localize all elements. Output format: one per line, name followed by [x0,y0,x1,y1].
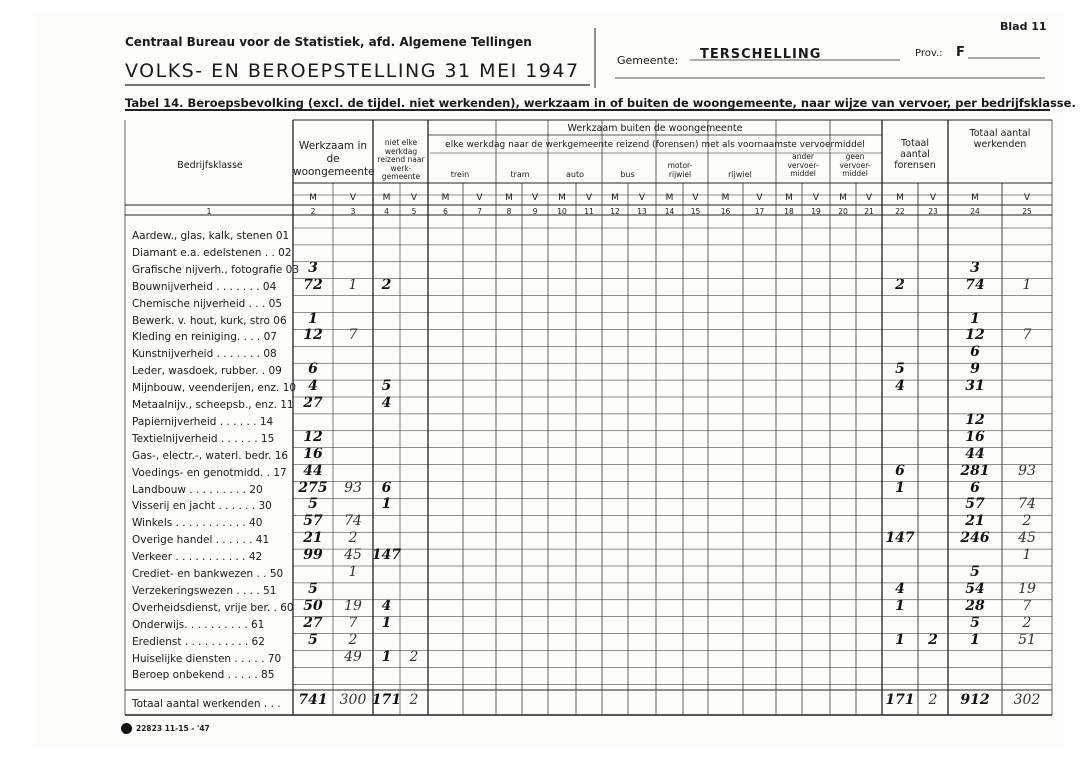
handwritten-value: 57 [303,513,323,530]
handwritten-value: 5 [308,631,318,648]
column-number: 1 [206,207,212,216]
handwritten-value: 2 [348,530,358,547]
mv-label: V [476,193,483,203]
handwritten-value: 7 [1022,597,1032,614]
handwritten-value: 21 [965,513,985,530]
form-title: VOLKS- EN BEROEPSTELLING 31 MEI 1947 [125,60,580,82]
mv-label: M [441,193,450,203]
handwritten-value: 12 [303,428,323,445]
handwritten-value: 99 [303,547,323,564]
mv-label: M [721,193,730,203]
header-tram: tram [510,170,530,179]
handwritten-value: 246 [960,530,990,547]
row-label: Winkels . . . . . . . . . . . 40 [132,517,263,530]
row-label: Gas-, electr.-, waterl. bedr. 16 [132,449,289,462]
handwritten-value: 4 [895,378,905,395]
handwritten-value: 74 [965,276,985,293]
handwritten-value: 45 [344,547,362,564]
column-number: 23 [928,207,938,216]
column-number: 8 [506,207,512,216]
header-trein: trein [450,170,470,179]
gemeente-label: Gemeente: [617,54,679,67]
handwritten-value: 1 [381,648,392,665]
column-number: 3 [350,207,356,216]
handwritten-value: 7 [348,327,358,344]
handwritten-value: 1 [895,631,905,648]
row-label: Overheidsdienst, vrije ber. . 60 [132,601,294,614]
handwritten-value: 16 [965,428,985,445]
header-bedrijfsklasse: Bedrijfsklasse [177,160,243,171]
column-number: 9 [532,207,538,216]
handwritten-value: 1 [970,310,980,327]
mv-label: V [812,193,820,203]
row-label: Eredienst . . . . . . . . . . 62 [132,635,265,648]
handwritten-value: 1 [381,614,392,631]
header-elke-werkdag: elke werkdag naar de werkgemeente reizend (forensen) met als voornaamste vervoermiddel [445,140,865,150]
mv-label: V [756,193,763,203]
print-code: 22823 11-15 - '47 [136,724,210,733]
mv-label: M [505,193,513,203]
mv-label: M [665,193,674,203]
column-number: 13 [637,207,647,216]
handwritten-value: 147 [371,547,402,564]
mv-label: M [785,193,793,203]
handwritten-value: 4 [308,378,318,395]
provincie-value: F [956,45,965,60]
column-number: 24 [970,207,980,216]
handwritten-value: 12 [965,327,985,344]
row-label: Huiselijke diensten . . . . . 70 [132,652,282,665]
row-label: Verzekeringswezen . . . . 51 [132,584,277,597]
column-number: 22 [895,207,905,216]
mv-label: M [382,193,391,203]
handwritten-value: 1 [308,310,318,327]
sheet-number: Blad 11 [1000,20,1047,33]
handwritten-value: 12 [965,411,985,428]
totals-row-label: Totaal aantal werkenden . . . [132,698,281,710]
handwritten-value: 2 [1022,614,1032,631]
handwritten-value: 16 [303,445,323,462]
handwritten-value: 50 [303,597,323,614]
handwritten-value: 6 [381,479,392,496]
mv-label: M [971,193,979,203]
handwritten-value: 171 [885,692,915,708]
header-werkzaam-in: Werkzaam in de woongemeente [293,140,375,178]
handwritten-value: 5 [381,378,392,395]
handwritten-value: 1 [895,479,905,496]
handwritten-value: 1 [348,564,358,580]
handwritten-value: 2 [928,631,938,648]
handwritten-value: 3 [970,259,980,276]
handwritten-value: 57 [965,496,985,513]
handwritten-value: 281 [960,462,990,479]
handwritten-value: 3 [308,259,318,276]
handwritten-value: 54 [965,580,985,597]
mv-label: M [558,193,566,203]
column-number: 7 [477,207,482,216]
column-number: 21 [864,207,874,216]
handwritten-value: 2 [895,276,905,293]
handwritten-value: 1 [1022,276,1032,293]
row-label: Crediet- en bankwezen . . 50 [132,568,284,580]
mv-label: V [349,193,357,203]
handwritten-value: 45 [1018,530,1036,547]
row-label: Aardew., glas, kalk, stenen 01 [132,230,290,242]
row-label: Grafische nijverh., fotografie 03 [132,263,300,276]
column-number: 15 [690,207,701,216]
handwritten-value: 44 [965,445,985,462]
header-motorrijwiel: motor-rijwiel [667,161,693,179]
handwritten-value: 302 [1013,692,1041,708]
row-label: Beroep onbekend . . . . . 85 [132,669,275,682]
row-label: Papiernijverheid . . . . . . 14 [132,415,274,428]
row-label: Textielnijverheid . . . . . . 15 [132,432,275,445]
column-number: 20 [838,207,848,216]
handwritten-value: 7 [1022,327,1032,344]
handwritten-value: 44 [303,462,323,479]
column-number: 10 [557,207,567,216]
handwritten-value: 27 [303,614,323,631]
row-label: Kunstnijverheid . . . . . . . 08 [132,348,277,361]
row-label: Kleding en reiniging. . . . 07 [132,331,277,344]
column-number: 4 [384,207,389,216]
handwritten-value: 5 [895,361,905,378]
handwritten-value: 171 [371,692,402,708]
provincie-label: Prov.: [915,48,943,59]
column-number: 16 [720,207,731,216]
header-auto: auto [565,170,584,179]
handwritten-value: 6 [970,344,980,361]
handwritten-value: 6 [895,462,905,479]
header-niet-elke-werkdag: niet elke werkdag reizend naar werk-gemeente [377,138,425,181]
handwritten-value: 5 [308,580,318,597]
row-label: Chemische nijverheid . . . 05 [132,297,283,310]
column-number: 11 [584,207,594,216]
handwritten-value: 2 [348,631,358,648]
row-label: Metaalnijv., scheepsb., enz. 11 [132,399,294,411]
column-number: 19 [811,207,821,216]
header-rijwiel: rijwiel [728,170,752,179]
handwritten-value: 1 [381,496,392,513]
handwritten-value: 93 [344,479,362,496]
handwritten-value: 275 [298,479,328,496]
handwritten-value: 12 [303,327,323,344]
handwritten-value: 2 [409,692,419,708]
mv-label: V [531,193,539,203]
handwritten-value: 9 [970,361,980,378]
header-ander-vervoermiddel: ander vervoer-middel [787,152,819,178]
handwritten-value: 27 [303,395,323,411]
header-totaal-werkenden: Totaal aantal werkenden [969,128,1031,150]
row-label: Bouwnijverheid . . . . . . . 04 [132,280,277,293]
mv-label: V [929,193,937,203]
handwritten-value: 21 [303,530,323,547]
handwritten-value: 51 [1018,631,1036,648]
row-label: Visserij en jacht . . . . . . 30 [132,500,272,513]
row-label: Voedings- en genotmidd. . 17 [132,466,287,479]
mv-label: M [896,193,904,203]
handwritten-value: 147 [885,530,915,547]
handwritten-value: 300 [339,692,367,708]
handwritten-value: 28 [965,597,985,614]
table-title: Tabel 14. Beroepsbevolking (excl. de tijdel. niet werkenden), werkzaam in of buiten de woongemeente, naar wijze van vervoer, per bedrijfsklasse. [125,96,1076,110]
handwritten-value: 741 [298,692,328,708]
gemeente-value: TERSCHELLING [700,47,822,62]
row-label: Verkeer . . . . . . . . . . . 42 [132,551,263,564]
column-number: 6 [443,207,448,216]
mv-label: V [585,193,593,203]
handwritten-value: 74 [1018,496,1036,513]
handwritten-value: 4 [381,395,392,411]
handwritten-value: 1 [970,631,980,648]
header-bus: bus [620,170,635,179]
row-label: Diamant e.a. edelstenen . . 02 [132,246,292,259]
handwritten-value: 2 [381,276,392,293]
handwritten-value: 1 [1022,547,1032,564]
header-geen-vervoermiddel: geen vervoer-middel [839,152,871,178]
column-number: 12 [610,207,620,216]
handwritten-value: 1 [348,276,358,293]
handwritten-value: 19 [1018,580,1036,597]
handwritten-value: 4 [895,580,905,597]
handwritten-value: 6 [308,361,318,378]
handwritten-value: 19 [344,597,362,614]
column-number: 18 [784,207,794,216]
row-label: Landbouw . . . . . . . . . 20 [132,483,263,496]
handwritten-value: 5 [970,564,980,580]
cbs-logo-icon [121,723,132,734]
handwritten-value: 5 [970,614,980,631]
handwritten-value: 5 [308,496,318,513]
mv-label: M [839,193,847,203]
mv-label: V [865,193,873,203]
handwritten-value: 72 [303,276,323,293]
handwritten-value: 1 [895,597,905,614]
handwritten-value: 6 [970,479,980,496]
mv-label: V [410,193,418,203]
mv-label: V [1023,193,1031,203]
mv-label: V [638,193,646,203]
handwritten-value: 2 [409,648,419,665]
column-number: 17 [754,207,765,216]
column-number: 2 [310,207,316,216]
row-label: Leder, wasdoek, rubber. . 09 [132,365,282,378]
handwritten-value: 93 [1018,462,1036,479]
row-label: Onderwijs. . . . . . . . . . 61 [132,618,265,631]
row-label: Bewerk. v. hout, kurk, stro 06 [132,314,287,327]
mv-label: V [692,193,699,203]
handwritten-value: 31 [965,378,985,395]
handwritten-value: 2 [1022,513,1032,530]
column-number: 5 [411,207,417,216]
header-totaal-forensen: Totaal aantal forensen [894,138,936,171]
handwritten-value: 74 [344,513,362,530]
mv-label: M [611,193,619,203]
handwritten-value: 49 [344,648,362,665]
handwritten-value: 4 [381,597,392,614]
handwritten-value: 7 [348,614,358,631]
column-number: 25 [1022,207,1032,216]
organization-line: Centraal Bureau voor de Statistiek, afd. Algemene Tellingen [125,35,532,49]
row-label: Overige handel . . . . . . 41 [132,534,270,547]
header-werkzaam-buiten: Werkzaam buiten de woongemeente [567,123,743,134]
row-label: Mijnbouw, veenderijen, enz. 10 [132,382,297,395]
handwritten-value: 912 [960,692,990,708]
mv-label: M [309,193,317,203]
handwritten-value: 2 [928,692,938,708]
column-number: 14 [664,207,675,216]
